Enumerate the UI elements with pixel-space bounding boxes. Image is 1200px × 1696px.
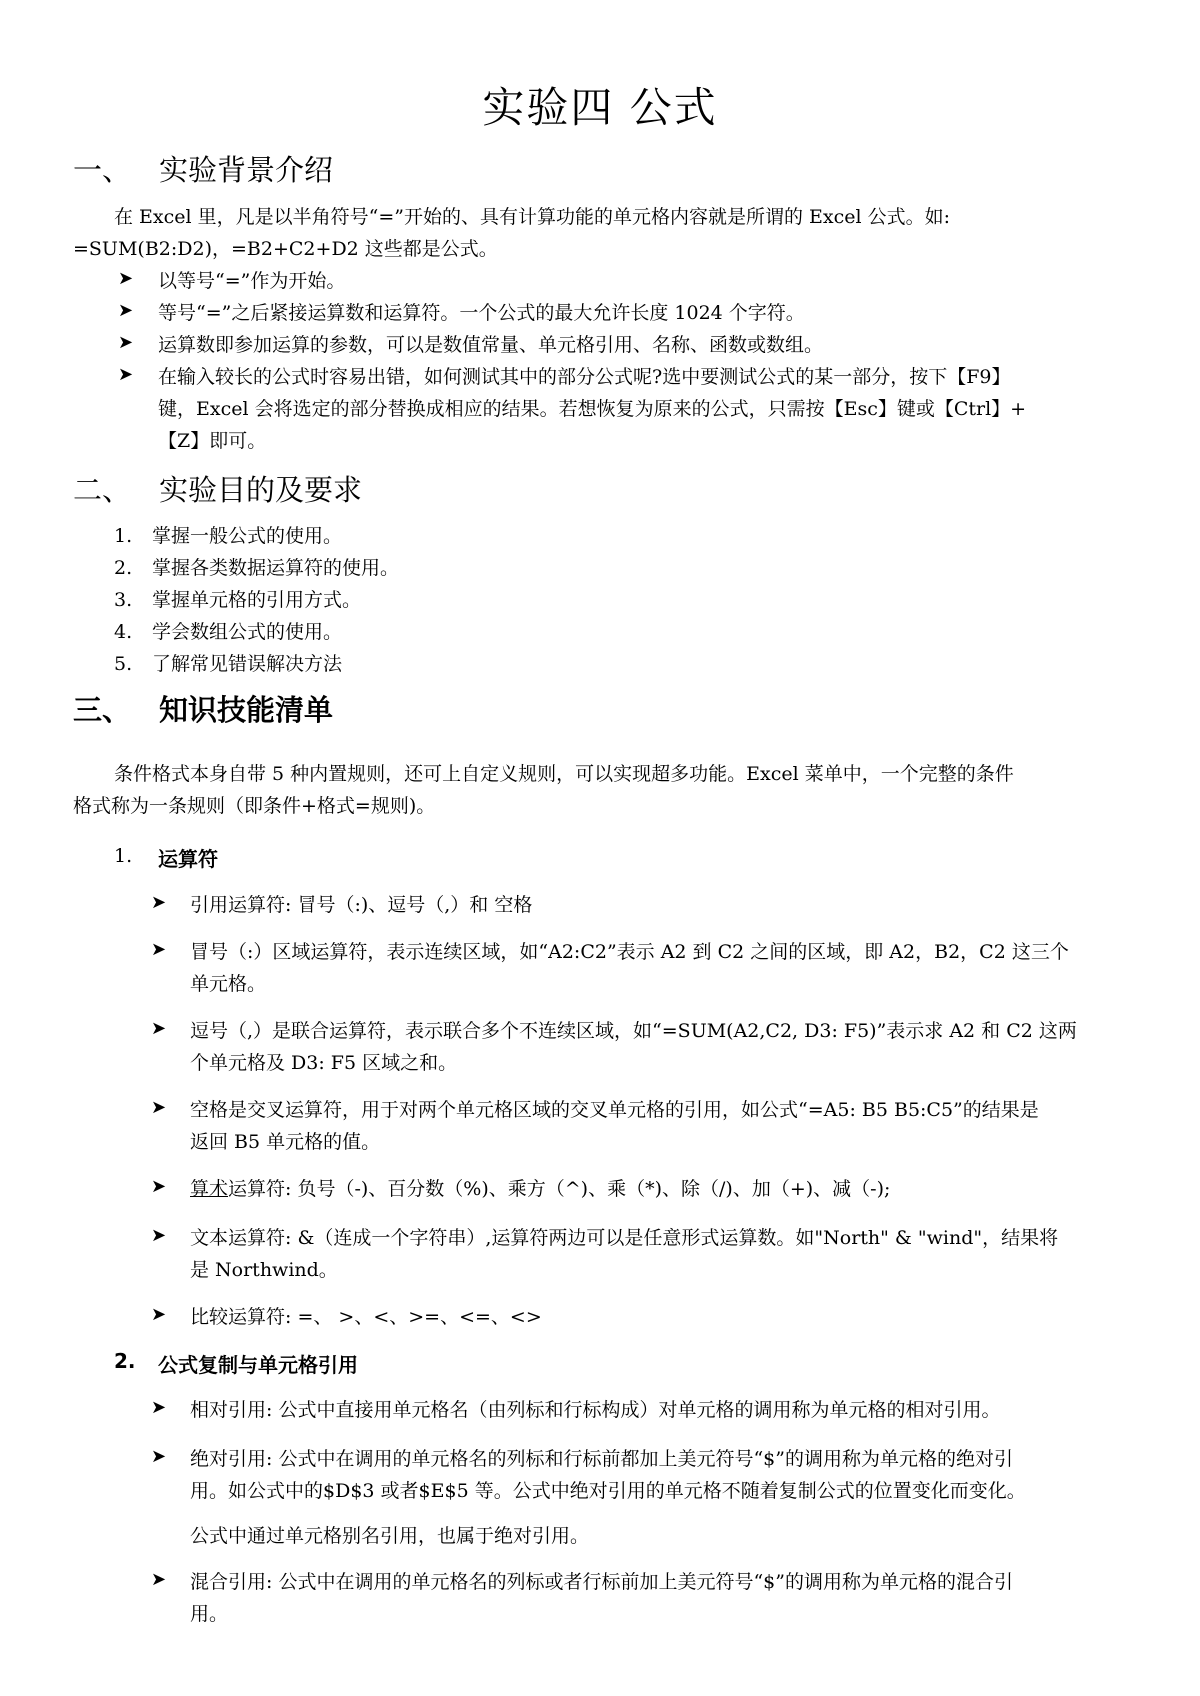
subsection-number: 1.	[114, 845, 133, 867]
bullet-text-cont: 【Z】即可。	[158, 430, 267, 452]
section-heading-2	[73, 468, 362, 509]
subsection-title: 公式复制与单元格引用	[158, 1353, 358, 1377]
bullet-text: 引用运算符: 冒号（:)、逗号（,）和 空格	[190, 894, 533, 916]
arrow-bullet-icon: ➤	[151, 1176, 167, 1197]
bullet-text: 在输入较长的公式时容易出错，如何测试其中的部分公式呢?选中要测试公式的某一部分，按下【F9】	[158, 366, 1011, 388]
bullet-text: 混合引用: 公式中在调用的单元格名的列标或者行标前加上美元符号“$”的调用称为单元格的混合引	[190, 1571, 1013, 1593]
bullet-text: 冒号（:）区域运算符，表示连续区域，如“A2:C2”表示 A2 到 C2 之间的区域，即 A2，B2，C2 这三个	[190, 941, 1069, 963]
subsection-title: 运算符	[158, 847, 218, 871]
arrow-bullet-icon: ➤	[151, 1397, 167, 1418]
bullet-text: 相对引用: 公式中直接用单元格名（由列标和行标构成）对单元格的调用称为单元格的相对引用。	[190, 1399, 1001, 1421]
list-item: 掌握一般公式的使用。	[152, 525, 343, 547]
bullet-text-cont: 返回 B5 单元格的值。	[190, 1131, 381, 1153]
arrow-bullet-icon: ➤	[118, 364, 134, 385]
arrow-bullet-icon: ➤	[151, 892, 167, 913]
list-number: 1.	[114, 525, 133, 547]
arrow-bullet-icon: ➤	[151, 1225, 167, 1246]
arrow-bullet-icon: ➤	[151, 1446, 167, 1467]
bullet-text: 绝对引用: 公式中在调用的单元格名的列标和行标前都加上美元符号“$”的调用称为单元格的绝对引	[190, 1448, 1013, 1470]
arrow-bullet-icon: ➤	[151, 1018, 167, 1039]
document-title: 实验四 公式	[482, 83, 718, 132]
list-item: 了解常见错误解决方法	[152, 653, 343, 675]
bullet-text-cont: 是 Northwind。	[190, 1259, 338, 1281]
bullet-text-cont: 个单元格及 D3: F5 区域之和。	[190, 1052, 458, 1074]
section-heading-3	[73, 688, 333, 729]
list-item: 学会数组公式的使用。	[152, 621, 343, 643]
bullet-text	[190, 1173, 890, 1205]
list-number: 5.	[114, 653, 133, 675]
bullet-text: 比较运算符: =、 >、<、>=、<=、<>	[190, 1306, 542, 1328]
bullet-text: 以等号“=”作为开始。	[158, 270, 346, 292]
bullet-text-rest: 运算符: 负号（-)、百分数（%)、乘方（^)、乘（*)、除（/)、加（+)、减（-);	[228, 1178, 891, 1200]
arrow-bullet-icon: ➤	[118, 300, 134, 321]
bullet-text: 空格是交叉运算符，用于对两个单元格区域的交叉单元格的引用，如公式“=A5: B5 B5:C5”的结果是	[190, 1099, 1039, 1121]
list-item: 掌握单元格的引用方式。	[152, 589, 362, 611]
paragraph-line: 条件格式本身自带 5 种内置规则，还可上自定义规则，可以实现超多功能。Excel 菜单中，一个完整的条件	[114, 763, 1014, 785]
paragraph-line: 在 Excel 里，凡是以半角符号“=”开始的、具有计算功能的单元格内容就是所谓的 Excel 公式。如:	[114, 206, 951, 228]
bullet-text-cont: 键，Excel 会将选定的部分替换成相应的结果。若想恢复为原来的公式，只需按【Esc】键或【Ctrl】+	[158, 398, 1027, 420]
section-title: 知识技能清单	[159, 693, 334, 727]
underlined-term: 算术	[190, 1178, 229, 1200]
section-number: 二、	[73, 473, 132, 507]
arrow-bullet-icon: ➤	[151, 939, 167, 960]
bullet-text: 运算数即参加运算的参数，可以是数值常量、单元格引用、名称、函数或数组。	[158, 334, 824, 356]
section-title: 实验目的及要求	[159, 473, 363, 507]
bullet-text-cont: 用。	[190, 1603, 229, 1625]
bullet-text-cont: 用。如公式中的$D$3 或者$E$5 等。公式中绝对引用的单元格不随着复制公式的位置变化而变化。	[190, 1480, 1026, 1502]
section-heading-1	[73, 148, 333, 189]
arrow-bullet-icon: ➤	[118, 268, 134, 289]
arrow-bullet-icon: ➤	[151, 1097, 167, 1118]
list-number: 2.	[114, 557, 133, 579]
subsection-number: 2.	[114, 1349, 136, 1373]
arrow-bullet-icon: ➤	[151, 1569, 167, 1590]
paragraph-line: =SUM(B2:D2)，=B2+C2+D2 这些都是公式。	[73, 238, 498, 260]
paragraph-line: 格式称为一条规则（即条件+格式=规则)。	[73, 795, 436, 817]
arrow-bullet-icon: ➤	[118, 332, 134, 353]
bullet-text: 文本运算符: &（连成一个字符串）,运算符两边可以是任意形式运算数。如"North" & "wind"，结果将	[190, 1227, 1059, 1249]
section-number: 三、	[73, 693, 132, 727]
list-number: 3.	[114, 589, 133, 611]
arrow-bullet-icon: ➤	[151, 1304, 167, 1325]
bullet-text: 逗号（,）是联合运算符，表示联合多个不连续区域，如“=SUM(A2,C2, D3: F5)”表示求 A2 和 C2 这两	[190, 1020, 1077, 1042]
list-number: 4.	[114, 621, 133, 643]
section-title: 实验背景介绍	[159, 153, 334, 187]
bullet-text: 等号“=”之后紧接运算数和运算符。一个公式的最大允许长度 1024 个字符。	[158, 302, 805, 324]
section-number: 一、	[73, 153, 132, 187]
list-item: 掌握各类数据运算符的使用。	[152, 557, 400, 579]
note-text: 公式中通过单元格别名引用，也属于绝对引用。	[190, 1525, 590, 1547]
bullet-text-cont: 单元格。	[190, 973, 267, 995]
